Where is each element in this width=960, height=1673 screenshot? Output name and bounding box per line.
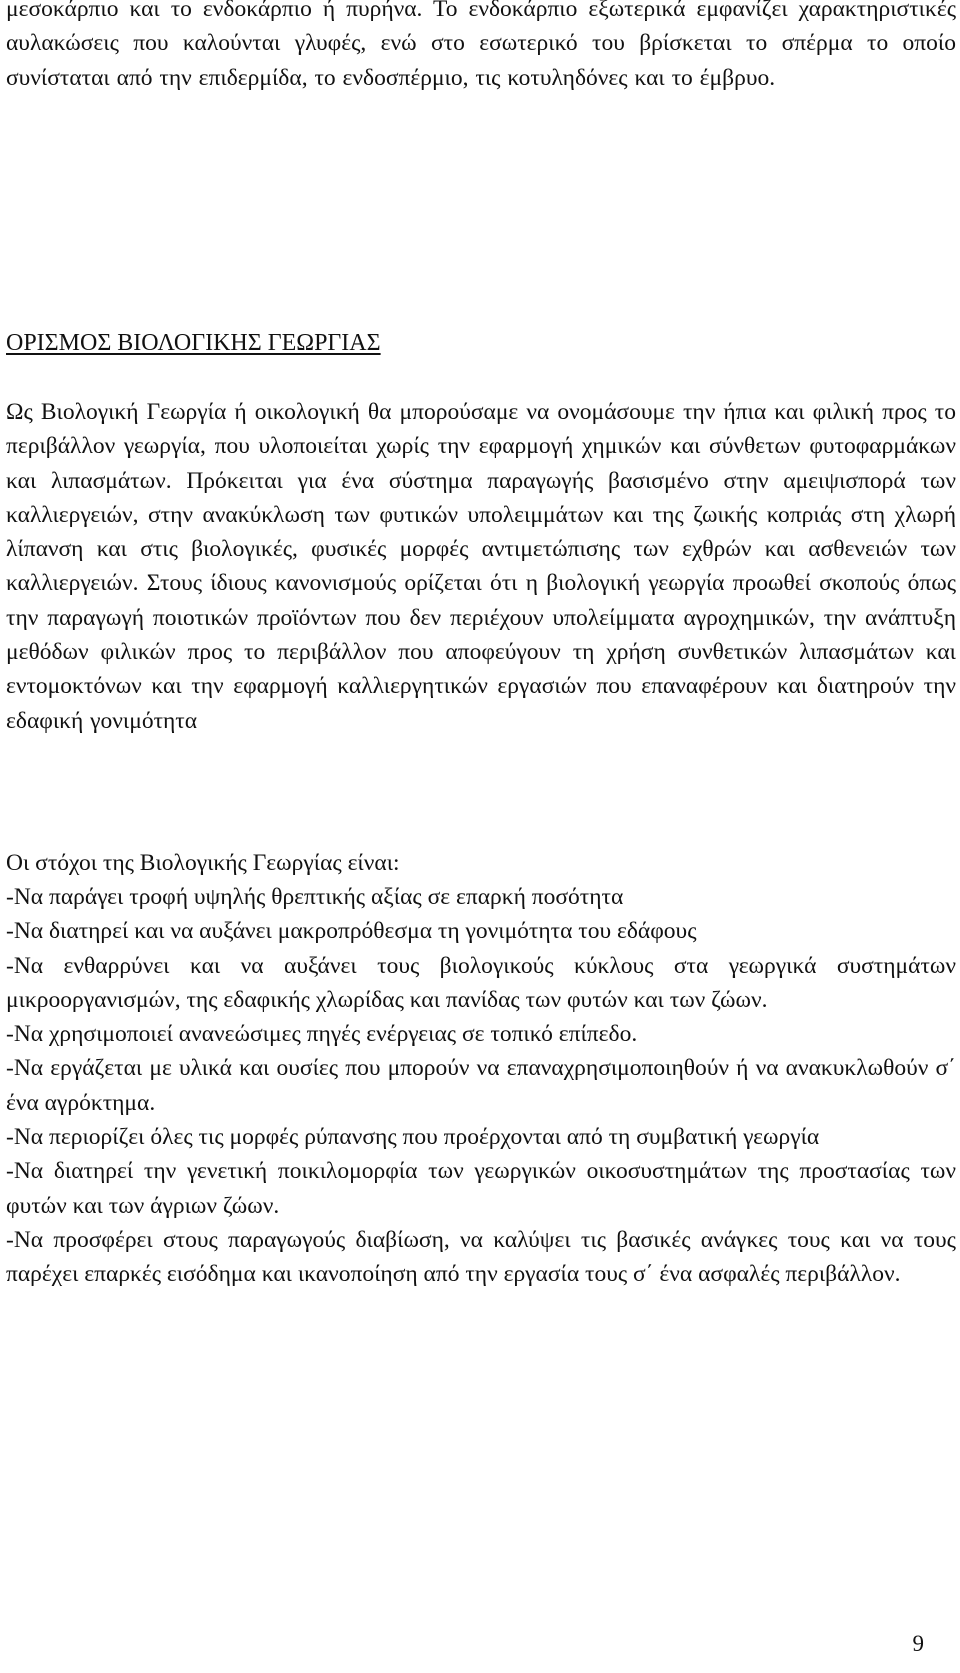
goal-item: -Να προσφέρει στους παραγωγούς διαβίωση, να καλύψει τις βασικές ανάγκες τους και να τους παρέχει επαρκές εισόδημα και ικανοποίηση από την εργασία τους σ΄ ένα ασφαλές περιβάλλον.: [6, 1226, 956, 1288]
section-heading: ΟΡΙΣΜΟΣ ΒΙΟΛΟΓΙΚΗΣ ΓΕΩΡΓΙΑΣ: [6, 330, 381, 356]
goal-item: -Να χρησιμοποιεί ανανεώσιμες πηγές ενέργειας σε τοπικό επίπεδο.: [6, 1021, 638, 1048]
goals-intro: Οι στόχοι της Βιολογικής Γεωργίας είναι:: [6, 850, 400, 876]
goal-item: -Να ενθαρρύνει και να αυξάνει τους βιολογικούς κύκλους στα γεωργικά συστημάτων μικροοργανισμών, της εδαφικής χλωρίδας και πανίδας των φυτών και των ζώων.: [6, 952, 956, 1013]
page-number: 9: [912, 1631, 924, 1656]
goal-item: -Να εργάζεται με υλικά και ουσίες που μπορούν να επαναχρησιμοποιηθούν ή να ανακυκλωθούν σ΄ ένα αγρόκτημα.: [6, 1055, 956, 1116]
goal-item: -Να διατηρεί και να αυξάνει μακροπρόθεσμα τη γονιμότητα του εδάφους: [6, 918, 697, 945]
goal-item: -Να περιορίζει όλες τις μορφές ρύπανσης που προέρχονται από τη συμβατική γεωργία: [6, 1124, 820, 1151]
goal-item: -Να παράγει τροφή υψηλής θρεπτικής αξίας σε επαρκή ποσότητα: [6, 884, 624, 910]
definition-paragraph: Ως Βιολογική Γεωργία ή οικολογική θα μπορούσαμε να ονομάσουμε την ήπια και φιλική προς το περιβάλλον γεωργία, που υλοποιείται χωρίς την εφαρμογή χημικών και σύνθετων φυτοφαρμάκων και λιπασμάτων. Πρόκειται για ένα σύστημα παραγωγής βασισμένο στην αμειψισπορά των καλλιεργειών, στην ανακύκλωση των φυτικών υπολειμμάτων και της ζωικής κοπριάς στη χλωρή λίπανση και στις βιολογικές, φυσικές μορφές αντιμετώπισης των εχθρών και ασθενειών των καλλιεργειών. Στους ίδιους κανονισμούς ορίζεται ότι η βιολογική γεωργία προωθεί σκοπούς όπως την παραγωγή ποιοτικών προϊόντων που δεν περιέχουν υπολείμματα αγροχημικών, την ανάπτυξη μεθόδων φιλικών προς το περιβάλλον που αποφεύγουν τη χρήση συνθετικών λιπασμάτων και εντομοκτόνων και την εφαρμογή καλλιεργητικών εργασιών που επαναφέρουν και διατηρούν την εδαφική γονιμότητα: [6, 399, 956, 734]
goal-item: -Να διατηρεί την γενετική ποικιλομορφία των γεωργικών οικοσυστημάτων της προστασίας των φυτών και των άγριων ζώων.: [6, 1158, 956, 1219]
goals-list: [6, 880, 956, 1292]
intro-paragraph: μεσοκάρπιο και το ενδοκάρπιο ή πυρήνα. Το ενδοκάρπιο εξωτερικά εμφανίζει χαρακτηριστικές αυλακώσεις που καλούνται γλυφές, ενώ στο εσωτερικό του βρίσκεται το σπέρμα το οποίο συνίσταται από την επιδερμίδα, το ενδοσπέρμιο, τις κοτυληδόνες και το έμβρυο.: [6, 0, 956, 91]
